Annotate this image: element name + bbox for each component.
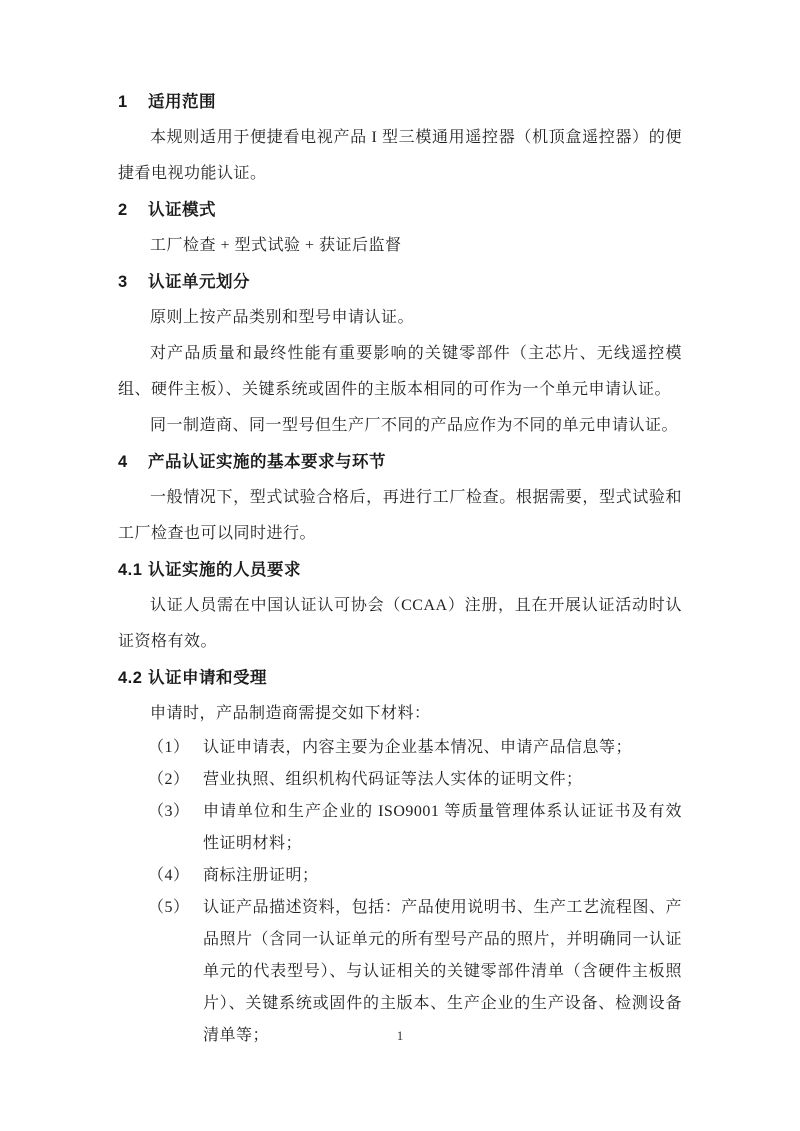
paragraph-unit-division-3: 同一制造商、同一型号但生产厂不同的产品应作为不同的单元申请认证。 (150, 417, 679, 434)
section-heading-3 (118, 264, 682, 300)
section-number: 4.1 (118, 561, 143, 579)
section-title: 认证实施的人员要求 (148, 561, 301, 579)
list-item-4 (118, 860, 682, 892)
list-item-3 (118, 796, 682, 860)
section-title: 适用范围 (148, 93, 216, 111)
section-heading-4-1 (118, 552, 682, 588)
list-item-number: （2） (148, 771, 190, 788)
section-title: 认证单元划分 (148, 273, 250, 291)
list-item-text: 申请单位和生产企业的 ISO9001 等质量管理体系认证证书及有效性证明材料； (203, 803, 682, 852)
section-heading-4-2 (118, 660, 682, 696)
materials-numbered-list (118, 732, 682, 1052)
section-title: 认证申请和受理 (148, 669, 267, 687)
section-number: 1 (118, 93, 128, 111)
section-heading-2 (118, 192, 682, 228)
list-item-1 (118, 732, 682, 764)
list-item-number: （4） (148, 867, 190, 884)
section-heading-1 (118, 84, 682, 120)
list-item-text: 营业执照、组织机构代码证等法人实体的证明文件； (203, 771, 583, 788)
list-item-2 (118, 764, 682, 796)
list-item-text: 认证申请表，内容主要为企业基本情况、申请产品信息等； (203, 739, 633, 756)
section-number: 3 (118, 273, 128, 291)
list-item-number: （1） (148, 739, 190, 756)
list-item-number: （3） (148, 803, 190, 820)
section-title: 产品认证实施的基本要求与环节 (148, 453, 386, 471)
paragraph-unit-division-2: 对产品质量和最终性能有重要影响的关键零部件（主芯片、无线遥控模组、硬件主板）、关键系统或固件的主版本相同的可作为一个单元申请认证。 (118, 345, 682, 398)
section-number: 2 (118, 201, 128, 219)
section-number: 4.2 (118, 669, 143, 687)
list-item-text: 认证产品描述资料，包括：产品使用说明书、生产工艺流程图、产品照片（含同一认证单元的所有型号产品的照片，并明确同一认证单元的代表型号）、与认证相关的关键零部件清单（含硬件主板照片）、关键系统或固件的主版本、生产企业的生产设备、检测设备清单等； (203, 899, 682, 1044)
paragraph-scope: 本规则适用于便捷看电视产品 I 型三模通用遥控器（机顶盒遥控器）的便捷看电视功能认证。 (118, 129, 682, 182)
section-heading-4 (118, 444, 682, 480)
paragraph-basic-requirements: 一般情况下，型式试验合格后，再进行工厂检查。根据需要，型式试验和工厂检查也可以同时进行。 (118, 489, 682, 542)
document-content (118, 84, 682, 1052)
list-item-text: 商标注册证明； (203, 867, 319, 884)
paragraph-certification-mode: 工厂检查 + 型式试验 + 获证后监督 (150, 237, 402, 254)
paragraph-unit-division-1: 原则上按产品类别和型号申请认证。 (150, 309, 415, 326)
list-item-number: （5） (148, 899, 190, 916)
section-number: 4 (118, 453, 128, 471)
paragraph-personnel-requirements: 认证人员需在中国认证认可协会（CCAA）注册，且在开展认证活动时认证资格有效。 (118, 597, 682, 650)
paragraph-application-intro: 申请时，产品制造商需提交如下材料： (150, 705, 431, 722)
section-title: 认证模式 (148, 201, 216, 219)
page-number: 1 (396, 1028, 404, 1043)
